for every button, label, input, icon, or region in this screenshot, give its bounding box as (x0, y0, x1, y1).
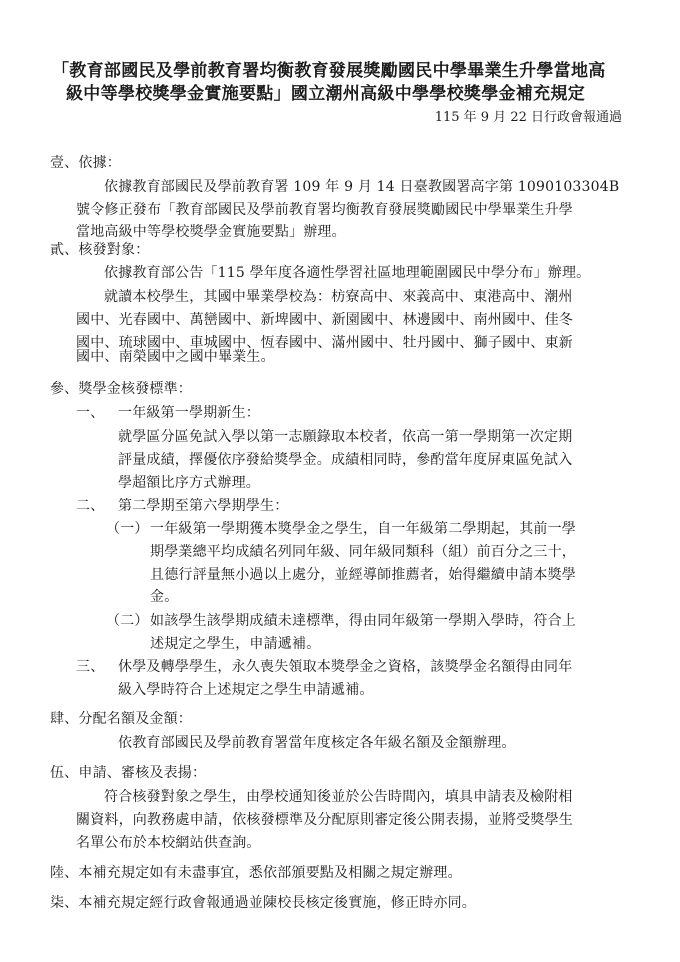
document-title (52, 60, 632, 106)
section-1-line-3: 當地高級中等學校獎學金實施要點」辦理。 (76, 224, 346, 240)
item-3-line-2: 級入學時符合上述規定之學生申請遞補。 (118, 682, 374, 698)
section-1-line-1: 依據教育部國民及學前教育署 109 年 9 月 14 日臺教國署高字第 1090103304B (104, 179, 620, 195)
section-6: 陸、本補充規定如有未盡事宜，悉依部頒要點及相關之規定辦理。 (50, 865, 462, 881)
section-5-line-2: 關資料，向教務處申請，依核發標準及分配原則審定後公開表揚，並將受獎學生 (76, 812, 573, 828)
item-2-label: 二、 (76, 498, 105, 514)
item-3-label: 三、 (76, 659, 105, 675)
section-5-line-3: 名單公布於本校網站供查詢。 (76, 835, 261, 851)
sub-item-a-line-4: 金。 (150, 589, 179, 605)
sub-item-a-line-2: 期學業總平均成績名列同年級、同年級同類科（組）前百分之三十， (150, 544, 576, 560)
item-1-title: 一年級第一學期新生： (118, 405, 260, 421)
section-2-line-4: 國中、琉球國中、車城國中、恆春國中、滿州國中、牡丹國中、獅子國中、東新 (76, 335, 573, 351)
item-1-label: 一、 (76, 405, 105, 421)
section-5-line-1: 符合核發對象之學生，由學校通知後並於公告時間內，填具申請表及檢附相 (104, 789, 573, 805)
section-5-heading: 伍、申請、審核及表揚： (50, 765, 207, 781)
title-line-2: 級中等學校獎學金實施要點」國立潮州高級中學學校獎學金補充規定 (66, 84, 585, 104)
sub-item-b-label: （二） (106, 613, 149, 629)
section-4-line-1: 依教育部國民及學前教育署當年度核定各年級名額及金額辦理。 (118, 735, 516, 751)
item-1-line-1: 就學區分區免試入學以第一志願錄取本校者，依高一第一學期第一次定期 (118, 429, 573, 445)
title-line-1: 「教育部國民及學前教育署均衡教育發展獎勵國民中學畢業生升學當地高 (52, 61, 606, 81)
section-2-line-5: 國中、南榮國中之國中畢業生。 (76, 349, 275, 365)
section-2-line-1: 依據教育部公告「115 學年度各適性學習社區地理範圍國民中學分布」辦理。 (104, 265, 591, 281)
section-4-heading: 肆、分配名額及金額： (50, 711, 192, 727)
approval-date: 115 年 9 月 22 日行政會報通過 (434, 110, 622, 125)
section-7: 柒、本補充規定經行政會報通過並陳校長核定後實施，修正時亦同。 (50, 895, 476, 911)
section-2-line-3: 國中、光春國中、萬巒國中、新埤國中、新園國中、林邊國中、南州國中、佳冬 (76, 312, 573, 328)
section-2-heading: 貳、核發對象： (50, 242, 150, 258)
section-3-heading: 參、獎學金核發標準： (50, 381, 192, 397)
section-2-line-2: 就讀本校學生，其國中畢業學校為：枋寮高中、來義高中、東港高中、潮州 (104, 289, 573, 305)
item-3-line-1: 休學及轉學學生，永久喪失領取本獎學金之資格，該獎學金名額得由同年 (118, 659, 573, 675)
sub-item-a-label: （一） (106, 521, 149, 537)
sub-item-b-line-2: 述規定之學生，申請遞補。 (150, 636, 321, 652)
section-1-line-2: 號令修正發布「教育部國民及學前教育署均衡教育發展獎勵國民中學畢業生升學 (76, 202, 573, 218)
item-1-line-2: 評量成績，擇優依序發給獎學金。成績相同時，參酌當年度屏東區免試入 (118, 452, 573, 468)
section-1-heading: 壹、依據： (50, 155, 121, 171)
item-2-title: 第二學期至第六學期學生： (118, 498, 289, 514)
sub-item-a-line-1: 一年級第一學期獲本獎學金之學生，自一年級第二學期起，其前一學 (150, 521, 576, 537)
sub-item-b-line-1: 如該學生該學期成績未達標準，得由同年級第一學期入學時，符合上 (150, 613, 576, 629)
item-1-line-3: 學超額比序方式辦理。 (118, 475, 260, 491)
sub-item-a-line-3: 且德行評量無小過以上處分，並經導師推薦者，始得繼續申請本獎學 (150, 567, 576, 583)
